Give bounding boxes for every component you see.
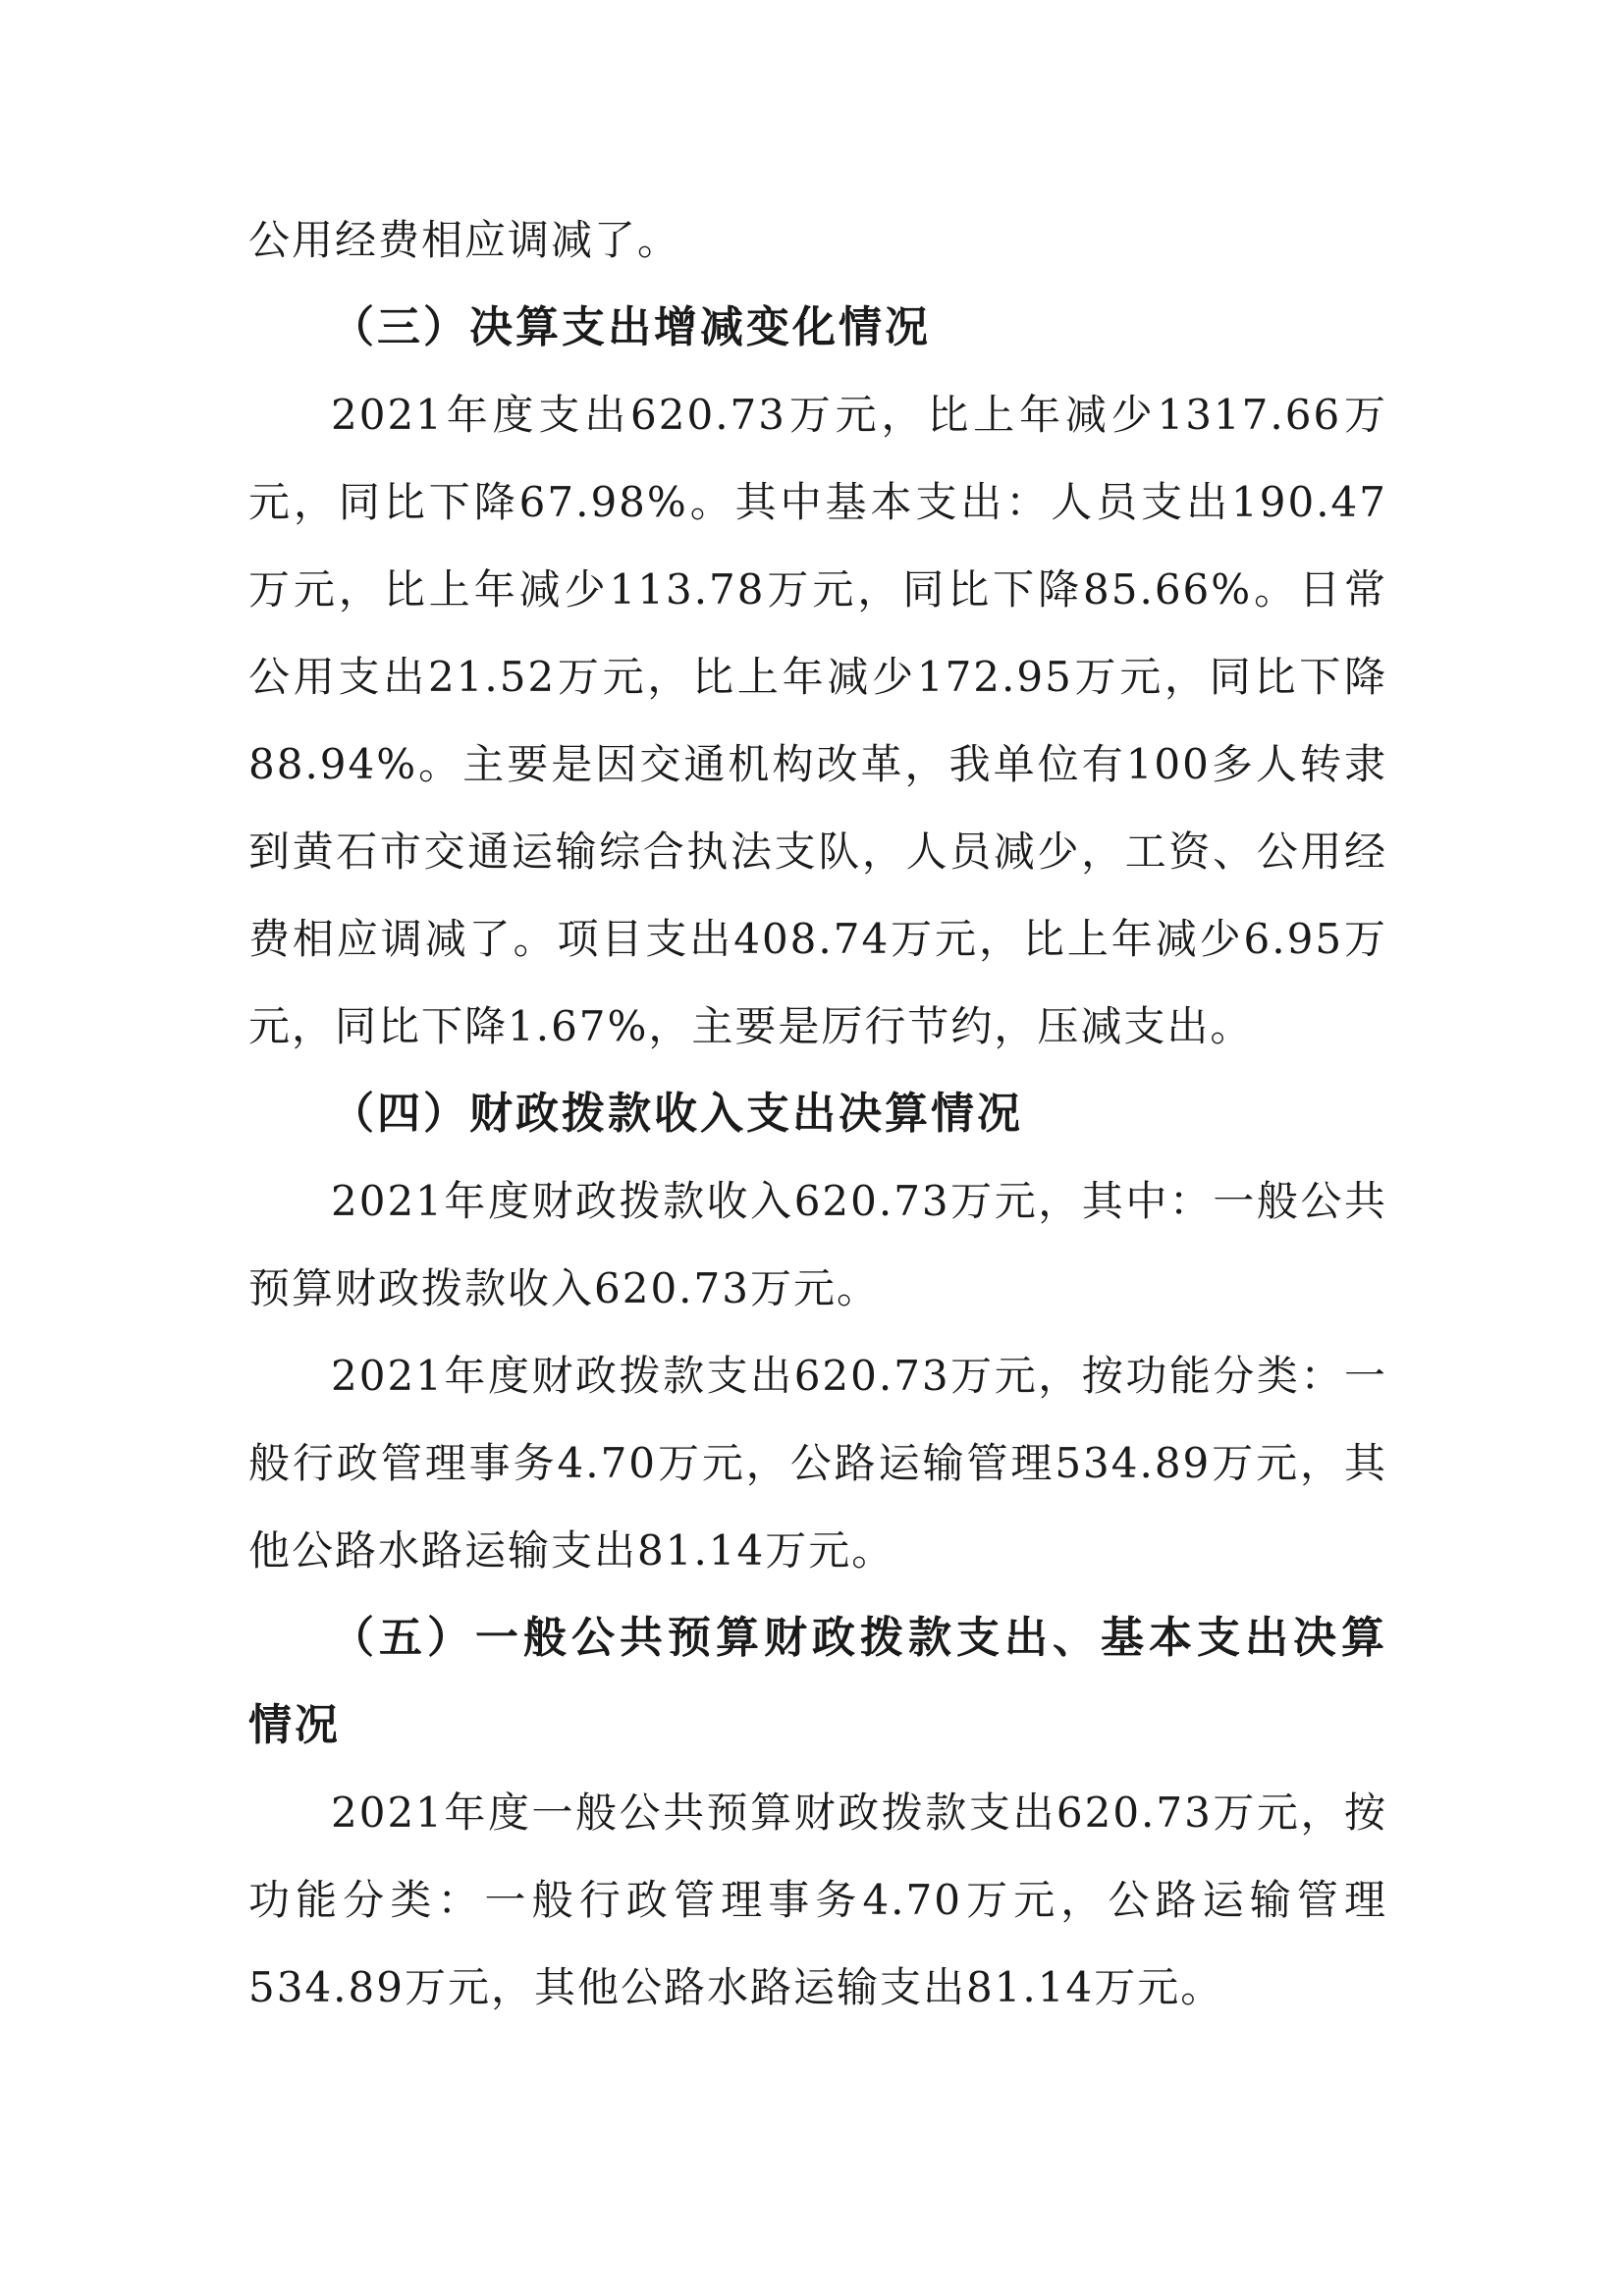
paragraph-fiscal-income: 2021年度财政拨款收入620.73万元，其中：一般公共预算财政拨款收入620.73万元。 [248, 1177, 1387, 1312]
paragraph-continuation: 公用经费相应调减了。 [248, 216, 681, 264]
paragraph-general-budget-expenditure: 2021年度一般公共预算财政拨款支出620.73万元，按功能分类：一般行政管理事务4.70万元，公路运输管理534.89万元，其他公路水路运输支出81.14万元。 [248, 1789, 1387, 2011]
paragraph-fiscal-expenditure: 2021年度财政拨款支出620.73万元，按功能分类：一般行政管理事务4.70万元，公路运输管理534.89万元，其他公路水路运输支出81.14万元。 [248, 1352, 1387, 1575]
section-heading-5: （五）一般公共预算财政拨款支出、基本支出决算情况 [248, 1613, 1387, 1750]
paragraph-expenditure-change: 2021年度支出620.73万元，比上年减少1317.66万元，同比下降67.98%。其中基本支出：人员支出190.47万元，比上年减少113.78万元，同比下降85.66%。日常公用支出21.52万元，比上年减少172.95万元，同比下降88.94%。主要是因交通机构改革，我单位有100多人转隶到黄石市交通运输综合执法支队，人员减少，工资、公用经费相应调减了。项目支出408.74万元，比上年减少6.95万元，同比下降1.67%，主要是厉行节约，压减支出。 [248, 391, 1387, 1050]
document-body [248, 196, 1387, 2031]
section-heading-4: （四）财政拨款收入支出决算情况 [331, 1089, 1023, 1139]
section-heading-3: （三）决算支出增减变化情况 [331, 302, 931, 352]
